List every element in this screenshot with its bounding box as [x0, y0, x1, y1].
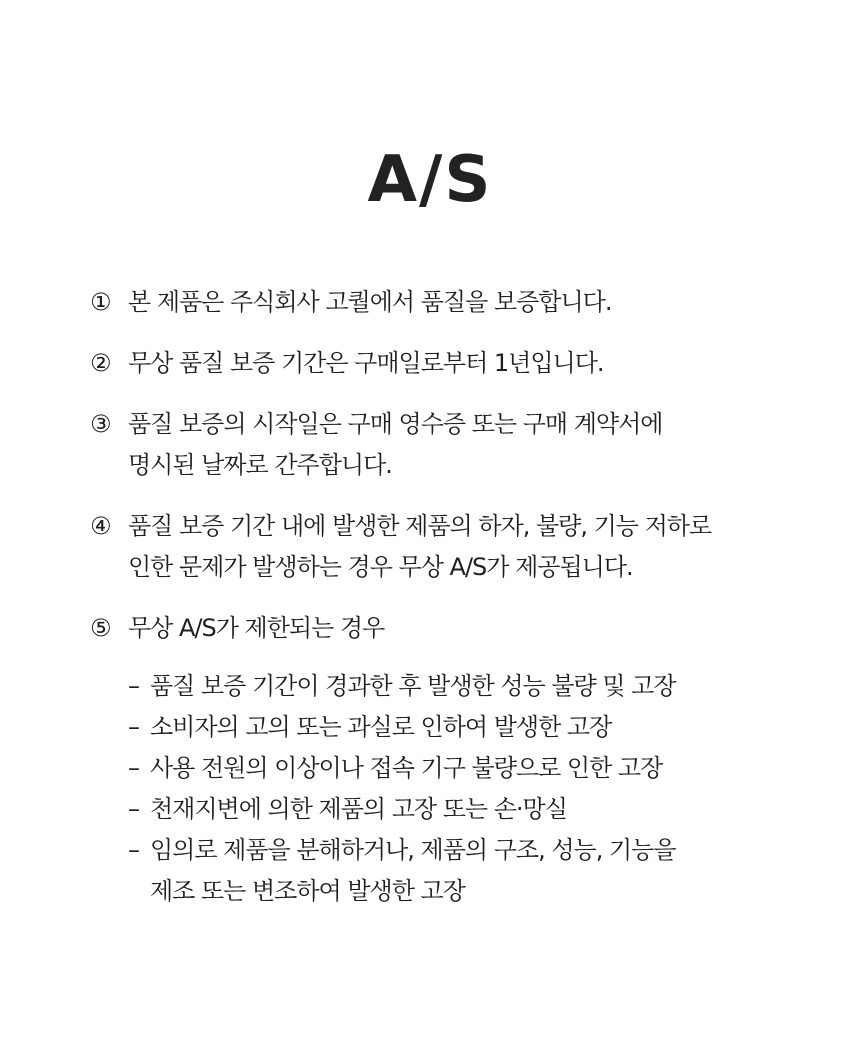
exclusion-item	[128, 830, 676, 912]
exclusion-line: 사용 전원의 이상이나 접속 기구 불량으로 인한 고장	[150, 754, 663, 782]
list-item	[90, 404, 790, 486]
item-number: ②	[90, 349, 111, 377]
item-line: 무상 품질 보증 기간은 구매일로부터 1년입니다.	[128, 349, 604, 377]
dash-marker: –	[128, 713, 139, 741]
page-title: A/S	[367, 143, 493, 217]
exclusion-line: 품질 보증 기간이 경과한 후 발생한 성능 불량 및 고장	[150, 672, 676, 700]
item-line: 품질 보증 기간 내에 발생한 제품의 하자, 불량, 기능 저하로	[128, 512, 712, 540]
exclusion-line: 천재지변에 의한 제품의 고장 또는 손·망실	[150, 795, 567, 823]
exclusion-text	[150, 789, 567, 830]
item-number: ④	[90, 512, 111, 540]
exclusion-line: 소비자의 고의 또는 과실로 인하여 발생한 고장	[150, 713, 612, 741]
item-number: ③	[90, 410, 111, 438]
exclusion-line: 임의로 제품을 분해하거나, 제품의 구조, 성능, 기능을	[150, 836, 676, 864]
dash-marker: –	[128, 836, 139, 864]
dash-marker: –	[128, 795, 139, 823]
exclusion-line: 제조 또는 변조하여 발생한 고장	[150, 877, 465, 905]
exclusion-list	[128, 666, 676, 912]
dash-marker: –	[128, 672, 139, 700]
item-number: ⑤	[90, 614, 111, 642]
item-text	[128, 282, 790, 323]
exclusion-text	[150, 666, 676, 707]
item-text	[128, 404, 790, 486]
exclusion-text	[150, 830, 676, 912]
item-line: 무상 A/S가 제한되는 경우	[128, 614, 385, 642]
list-item	[90, 343, 790, 384]
exclusion-text	[150, 707, 611, 748]
item-text	[128, 608, 790, 649]
item-text	[128, 506, 790, 588]
item-number: ①	[90, 288, 111, 316]
item-line: 명시된 날짜로 간주합니다.	[128, 451, 392, 479]
exclusion-item	[128, 707, 676, 748]
exclusion-item	[128, 666, 676, 707]
item-line: 인한 문제가 발생하는 경우 무상 A/S가 제공됩니다.	[128, 553, 633, 581]
exclusion-item	[128, 748, 676, 789]
list-item	[90, 608, 790, 649]
list-item	[90, 282, 790, 323]
item-text	[128, 343, 790, 384]
item-line: 품질 보증의 시작일은 구매 영수증 또는 구매 계약서에	[128, 410, 663, 438]
dash-marker: –	[128, 754, 139, 782]
warranty-list	[90, 282, 790, 669]
exclusion-text	[150, 748, 662, 789]
exclusion-item	[128, 789, 676, 830]
list-item	[90, 506, 790, 588]
item-line: 본 제품은 주식회사 고퀄에서 품질을 보증합니다.	[128, 288, 612, 316]
